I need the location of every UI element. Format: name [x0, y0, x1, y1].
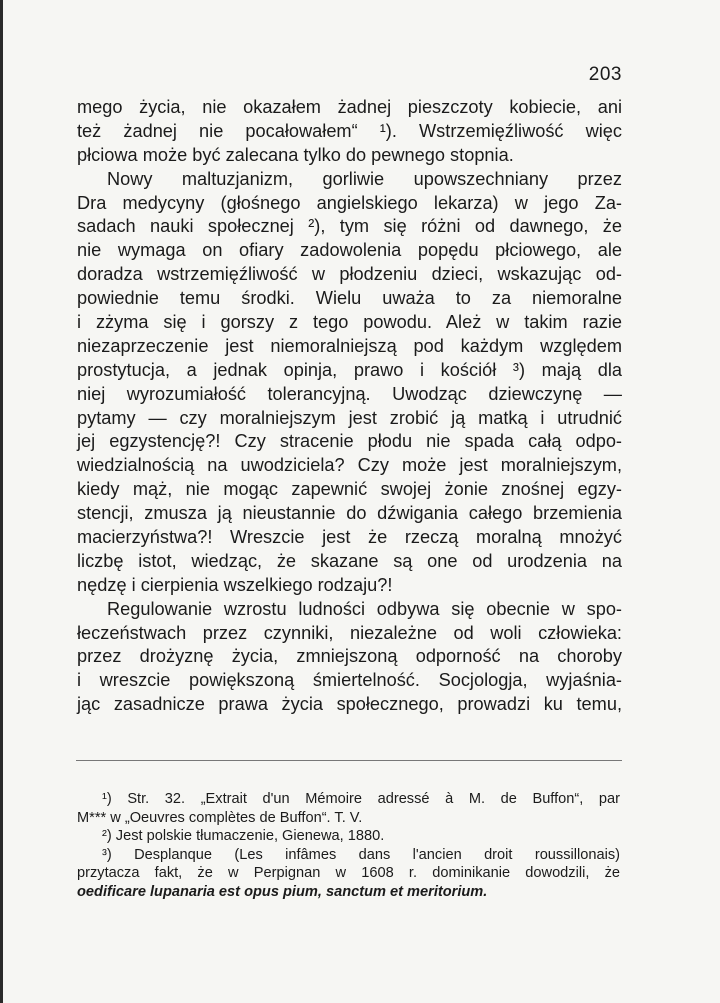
footnote-line: przytacza fakt, że w Perpignan w 1608 r. dominikanie dowodzili, że [77, 865, 620, 881]
text-line: stencji, zmusza ją nieustannie do dźwigania całego brzemienia [77, 503, 622, 524]
text-line: nędzę i cierpienia wszelkiego rodzaju?! [77, 574, 393, 595]
text-line: jej egzystencję?! Czy stracenie płodu nie spada całą odpo- [77, 431, 622, 452]
footnote-line: ¹) Str. 32. „Extrait d'un Mémoire adressé à M. de Buffon“, par [102, 791, 620, 807]
footnote-line: ²) Jest polskie tłumaczenie, Gienewa, 1880. [102, 828, 385, 844]
body-text [77, 96, 622, 717]
text-line: Nowy maltuzjanizm, gorliwie upowszechniany przez [107, 168, 622, 189]
page-number: 203 [588, 64, 622, 85]
text-line: pytamy — czy moralniejszym jest zrobić ją matką i utrudnić [77, 407, 622, 428]
footnote-line: ³) Desplanque (Les infâmes dans l'ancien droit roussillonais) [102, 846, 620, 863]
text-line: łeczeństwach przez czynniki, niezależne od woli człowieka: [77, 622, 622, 643]
page-edge [0, 0, 3, 1003]
footnote-divider [76, 760, 622, 761]
text-line: doradza wstrzemięźliwość w płodzeniu dzieci, wskazując od- [77, 264, 622, 285]
text-line: jąc zasadnicze prawa życia społecznego, prowadzi ku temu, [77, 694, 622, 715]
text-line: Regulowanie wzrostu ludności odbywa się obecnie w spo- [107, 598, 622, 619]
text-line: mego życia, nie okazałem żadnej pieszczoty kobiecie, ani [77, 97, 622, 117]
text-line: powiednie temu środki. Wielu uważa to za niemoralne [77, 288, 622, 309]
text-line: płciowa może być zalecana tylko do pewnego stopnia. [77, 144, 514, 165]
text-line: też żadnej nie pocałowałem“ ¹). Wstrzemięźliwość więc [77, 120, 622, 141]
text-line: Dra medycyny (głośnego angielskiego lekarza) w jego Za- [77, 192, 622, 213]
text-line: kiedy mąż, nie mogąc zapewnić swojej żonie znośnej egzy- [77, 479, 622, 500]
text-line: nie wymaga on ofiary zadowolenia popędu płciowego, ale [77, 240, 622, 261]
text-line: przez drożyznę życia, zmniejszoną odporność na choroby [77, 646, 622, 667]
text-line: sadach nauki społecznej ²), tym się różni od dawnego, że [77, 216, 622, 237]
text-line: macierzyństwa?! Wreszcie jest że rzeczą moralną mnożyć [77, 527, 622, 548]
text-line: wiedzialnością na uwodziciela? Czy może jest moralniejszym, [77, 455, 622, 476]
text-line: prostytucja, a jednak opinja, prawo i kościół ³) mają dla [77, 359, 622, 380]
text-line: niezaprzeczenie jest niemoralniejszą pod każdym względem [77, 335, 622, 356]
text-line: niej wyrozumiałość tolerancyjną. Uwodząc dziewczynę — [77, 383, 622, 404]
text-line: liczbę istot, wiedząc, że skazane są one od urodzenia na [77, 550, 622, 571]
footnote-line: oedificare lupanaria est opus pium, sanctum et meritorium. [77, 883, 488, 900]
text-line: i wreszcie powiększoną śmiertelność. Socjologja, wyjaśnia- [77, 670, 622, 691]
text-line: i zżyma się i gorszy z tego powodu. Ależ w takim razie [77, 312, 622, 333]
footnote-line: M*** w „Oeuvres complètes de Buffon“. T. V. [77, 809, 363, 826]
footnotes [77, 790, 620, 901]
